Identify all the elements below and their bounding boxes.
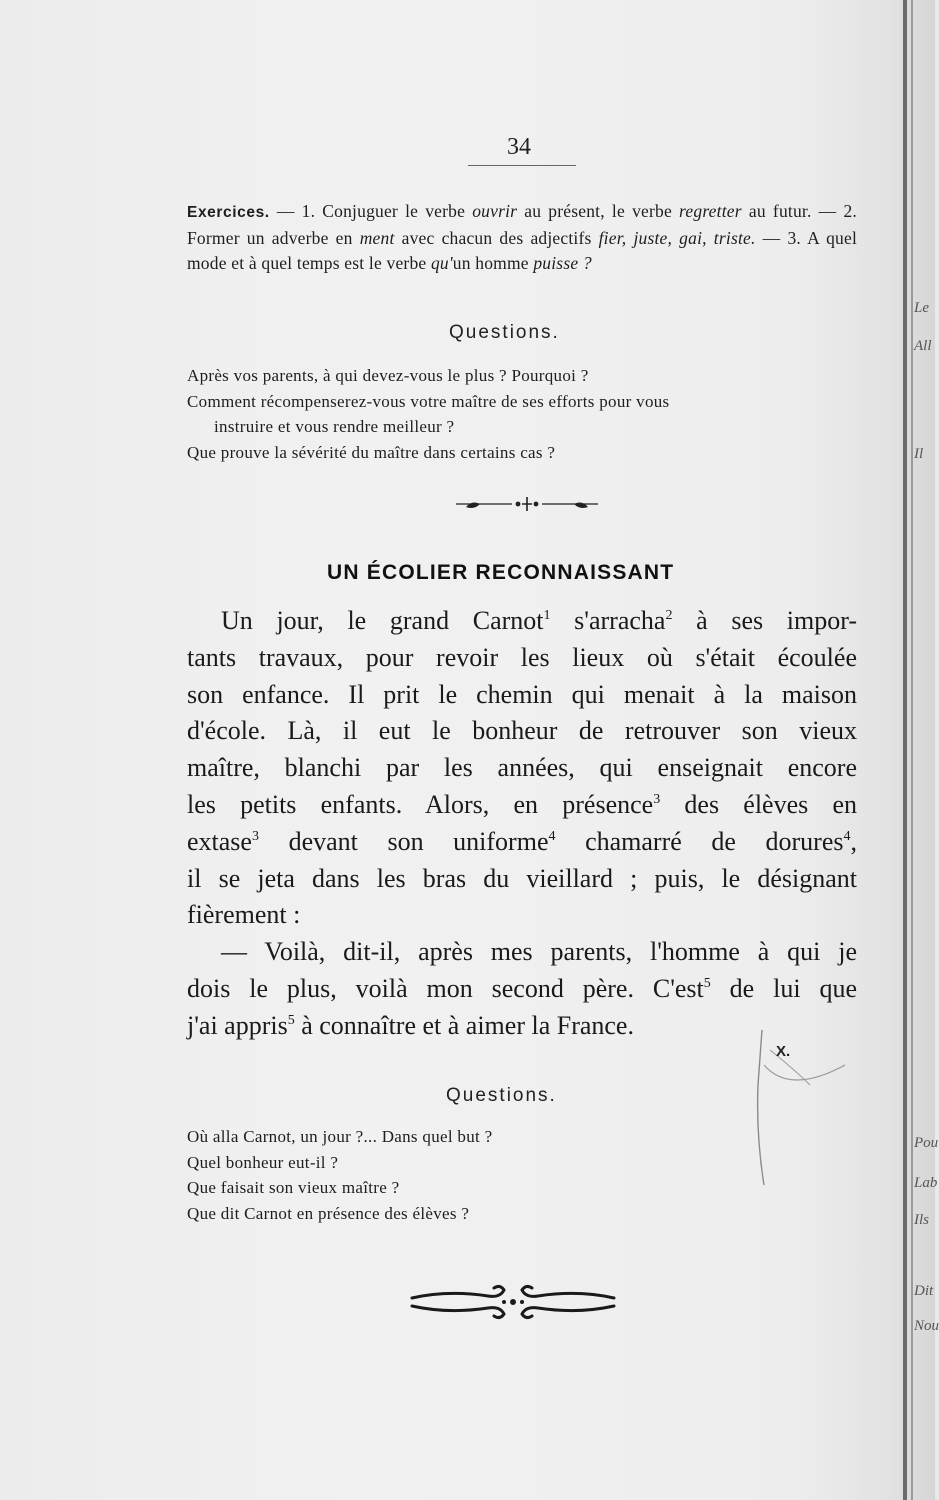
exercises-text: au présent, le verbe: [517, 201, 680, 221]
question-item: Que dit Carnot en présence des élèves ?: [187, 1203, 470, 1223]
exercises-paragraph: [187, 199, 857, 277]
story-text: à ses impor-: [672, 606, 858, 635]
question-item: instruire et vous rendre meilleur ?: [214, 417, 455, 436]
page-binding-edge: [903, 0, 907, 1500]
page-binding-shadow: [911, 0, 913, 1500]
footnote-marker: 5: [287, 1012, 295, 1028]
footnote-marker: 3: [653, 791, 661, 807]
exercises-label: Exercices.: [187, 204, 270, 221]
story-line: maître, blanchi par les années, qui enseignait encore: [187, 753, 857, 783]
next-page-fragment: Il: [914, 446, 924, 462]
story-line: d'école. Là, il eut le bonheur de retrouver son vieux: [187, 716, 857, 746]
next-page-fragment: Ils: [914, 1212, 929, 1228]
next-page-fragment: Nou: [914, 1318, 939, 1334]
story-text: ,: [850, 826, 857, 856]
exercises-italic-word: fier, juste, gai, triste.: [598, 227, 756, 248]
large-ornament-divider: [408, 1276, 618, 1326]
exercises-text: au futur. — 2. Former un adverbe en: [187, 201, 857, 248]
next-page-fragment: Le: [914, 300, 929, 316]
next-page-fragment: Dit: [914, 1283, 934, 1299]
question-item: Que prouve la sévérité du maître dans certains cas ?: [187, 442, 556, 462]
exercises-text: avec chacun des adjectifs: [394, 227, 599, 248]
question-item: Que faisait son vieux maître ?: [187, 1178, 400, 1197]
exercises-italic-word: ouvrir: [472, 201, 518, 221]
question-item: Où alla Carnot, un jour ?... Dans quel but ?: [187, 1127, 493, 1146]
story-text: chamarré de dorures: [555, 826, 844, 856]
exercises-italic-word: qu': [430, 253, 453, 273]
story-line: tants travaux, pour revoir les lieux où s'était écoulée: [187, 642, 857, 672]
questions-list: [187, 363, 862, 465]
exercises-italic-word: regretter: [679, 201, 742, 221]
next-page-fragment: Pou: [914, 1135, 939, 1151]
story-line: son enfance. Il prit le chemin qui menait à la maison: [187, 679, 857, 709]
story-text: à connaître et à aimer la France.: [294, 1010, 634, 1040]
next-page-fragment: All: [914, 338, 932, 354]
story-line: [187, 787, 857, 824]
story-line: [187, 971, 857, 1008]
questions-list: [187, 1124, 862, 1226]
story-body: [187, 603, 857, 1045]
exercises-text: un homme: [452, 253, 534, 273]
exercises-italic-word: puisse ?: [533, 253, 592, 273]
footnote-marker: 1: [543, 608, 551, 623]
questions-heading: Questions.: [449, 322, 560, 343]
story-line: il se jeta dans les bras du vieillard ; puis, le désignant: [187, 863, 857, 893]
next-page-fragment: Lab: [914, 1175, 938, 1191]
story-text: dois le plus, voilà mon second père. C'est: [187, 973, 704, 1003]
story-text: les petits enfants. Alors, en présence: [187, 789, 654, 819]
small-ornament-divider: [452, 494, 602, 514]
footnote-marker: 4: [548, 828, 556, 844]
story-text: Un jour, le grand Carnot: [221, 606, 544, 635]
question-item: Quel bonheur eut-il ?: [187, 1152, 339, 1172]
story-line: — Voilà, dit-il, après mes parents, l'homme à qui je: [221, 937, 857, 967]
page-number-rule: [468, 165, 576, 166]
author-signature: X.: [776, 1043, 791, 1060]
exercises-italic-word: ment: [359, 227, 395, 248]
story-text: des élèves en: [660, 789, 857, 819]
story-line: [187, 603, 857, 640]
exercises-text: — 1. Conjuguer le verbe: [269, 201, 473, 221]
footnote-marker: 3: [251, 828, 259, 844]
footnote-marker: 4: [843, 828, 851, 844]
footnote-marker: 5: [703, 975, 711, 991]
page-number: 34: [507, 134, 531, 160]
question-item: Comment récompenserez-vous votre maître de ses efforts pour vous: [187, 391, 670, 411]
exercises-text: — 3. A quel mode et à quel temps est le verbe: [187, 227, 858, 273]
story-text: de lui que: [710, 973, 857, 1003]
story-text: extase: [187, 826, 252, 856]
footnote-marker: 2: [665, 608, 673, 623]
story-line: [187, 824, 857, 861]
story-title: UN ÉCOLIER RECONNAISSANT: [327, 561, 675, 584]
story-text: s'arracha: [550, 606, 666, 635]
story-text: devant son uniforme: [258, 826, 549, 856]
questions-heading: Questions.: [446, 1085, 557, 1106]
question-item: Après vos parents, à qui devez-vous le plus ? Pourquoi ?: [187, 366, 589, 385]
story-line: fièrement :: [187, 900, 301, 930]
story-text: j'ai appris: [187, 1010, 288, 1040]
